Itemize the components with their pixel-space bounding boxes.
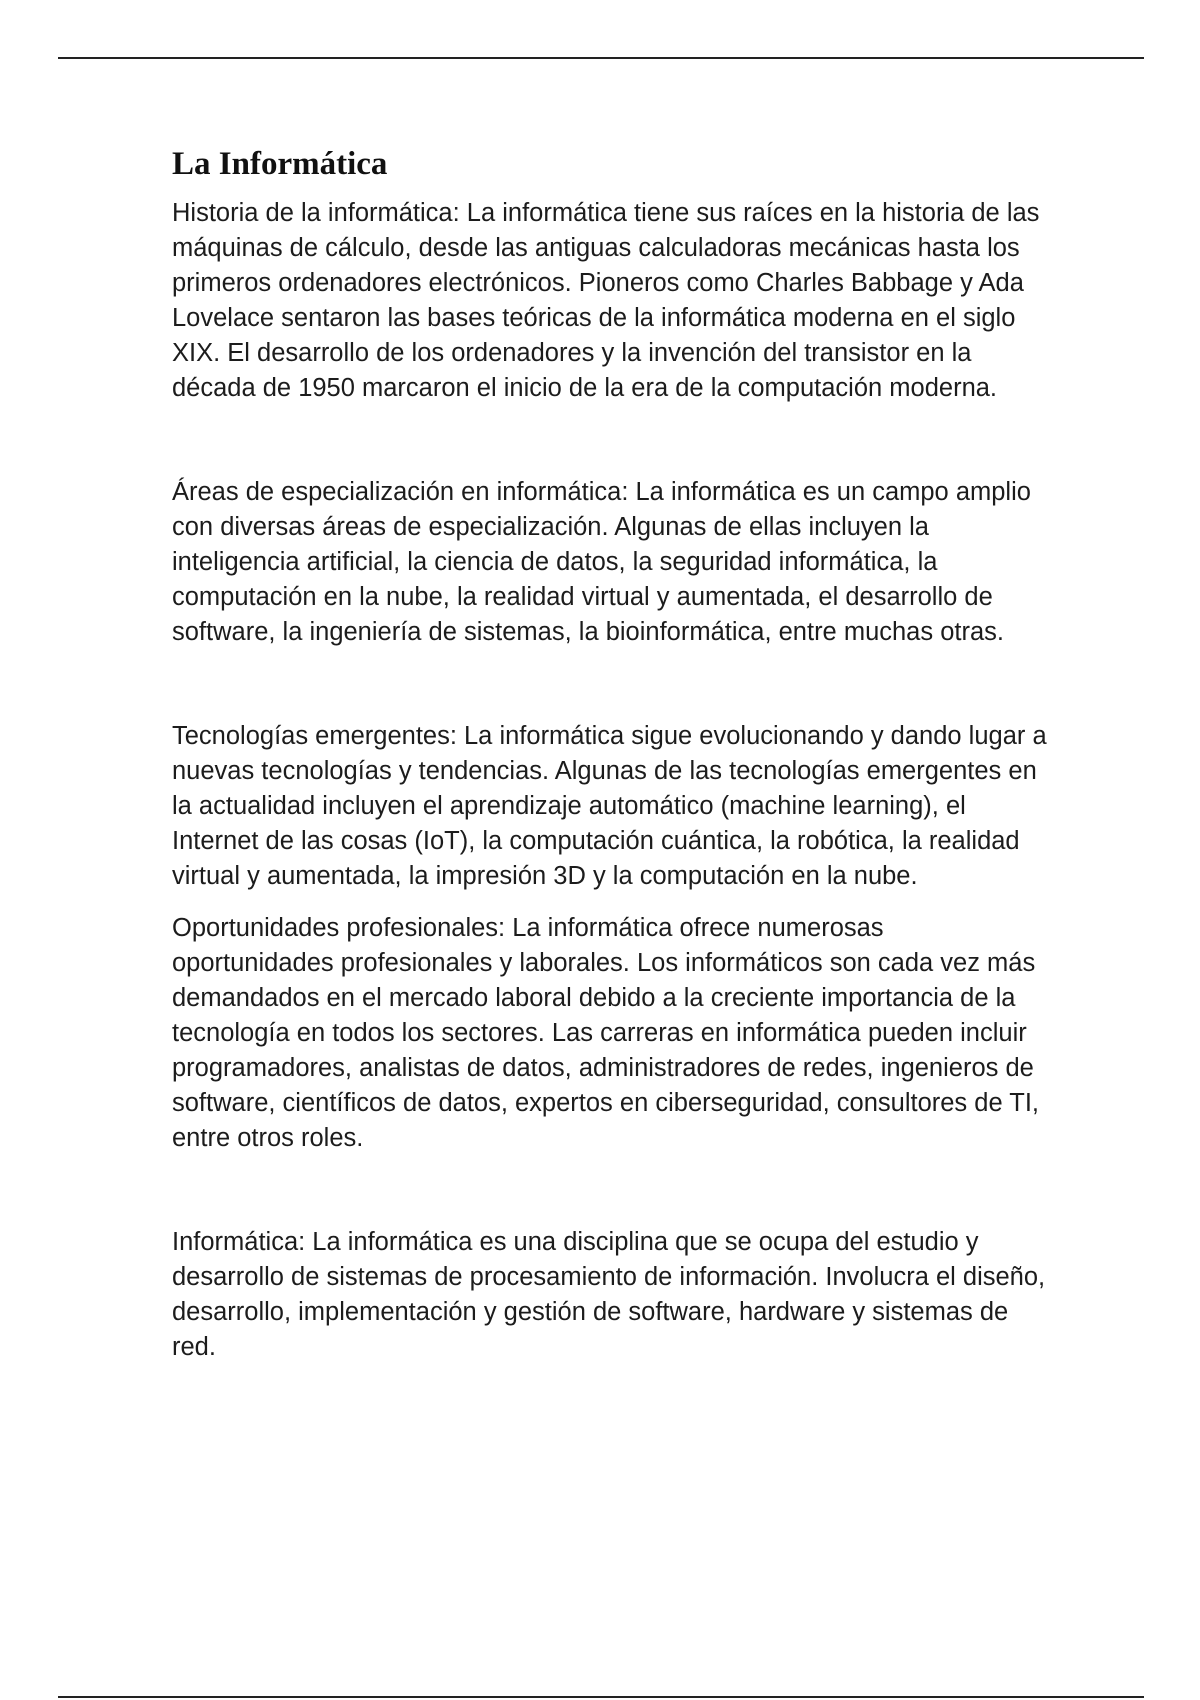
paragraph-oportunidades: Oportunidades profesionales: La informática ofrece numerosas oportunidades profesionales y laborales. Los informáticos son cada vez más demandados en el mercado laboral debido a la creciente importancia de la tecnología en todos los sectores. Las carreras en informática pueden incluir programadores, analistas de datos, administradores de redes, ingenieros de software, científicos de datos, expertos en ciberseguridad, consultores de TI, entre otros roles. [172,914,1039,1152]
paragraph-historia: Historia de la informática: La informática tiene sus raíces en la historia de las máquinas de cálculo, desde las antiguas calculadoras mecánicas hasta los primeros ordenadores electrónicos. Pioneros como Charles Babbage y Ada Lovelace sentaron las bases teóricas de la informática moderna en el siglo XIX. El desarrollo de los ordenadores y la invención del transistor en la década de 1950 marcaron el inicio de la era de la computación moderna. [172,199,1040,402]
document-title: La Informática [172,146,388,182]
bottom-rule [58,1696,1144,1698]
document-body [172,140,1052,1365]
paragraph-tecnologias: Tecnologías emergentes: La informática sigue evolucionando y dando lugar a nuevas tecnologías y tendencias. Algunas de las tecnologías emergentes en la actualidad incluyen el aprendizaje automático (machine learning), el Internet de las cosas (IoT), la computación cuántica, la robótica, la realidad virtual y aumentada, la impresión 3D y la computación en la nube. [172,722,1047,890]
paragraph-areas: Áreas de especialización en informática: La informática es un campo amplio con diversas áreas de especialización. Algunas de ellas incluyen la inteligencia artificial, la ciencia de datos, la seguridad informática, la computación en la nube, la realidad virtual y aumentada, el desarrollo de software, la ingeniería de sistemas, la bioinformática, entre muchas otras. [172,478,1031,646]
paragraph-informatica: Informática: La informática es una disciplina que se ocupa del estudio y desarrollo de sistemas de procesamiento de información. Involucra el diseño, desarrollo, implementación y gestión de software, hardware y sistemas de red. [172,1228,1046,1361]
top-rule [58,57,1144,59]
